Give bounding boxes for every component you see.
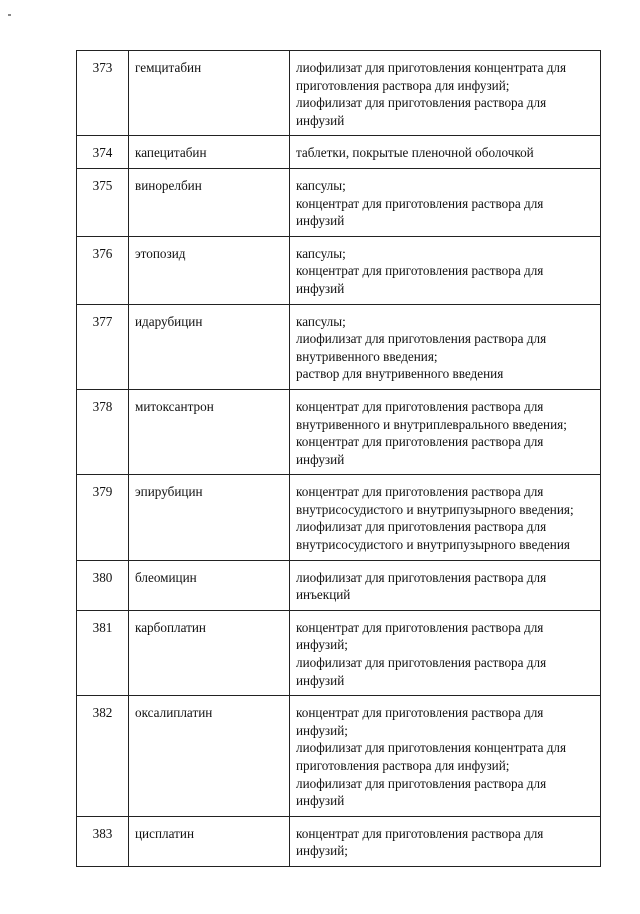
scan-artifact xyxy=(8,14,11,16)
dosage-form-line: лиофилизат для приготовления раствора для инфузий xyxy=(296,655,547,688)
dosage-form-line: лиофилизат для приготовления раствора для внутрисосудистого и внутрипузырного введения xyxy=(296,519,570,553)
dosage-forms xyxy=(290,696,601,817)
dosage-form-line: концентрат для приготовления раствора для внутривенного и внутриплеврального введения; xyxy=(296,398,567,432)
dosage-form-line: концентрат для приготовления раствора для инфузий; xyxy=(296,619,544,653)
dosage-forms xyxy=(290,136,601,169)
dosage-form-line: концентрат для приготовления раствора для инфузий xyxy=(296,263,544,296)
dosage-form-line: концентрат для приготовления раствора для инфузий xyxy=(296,434,544,467)
drug-name: капецитабин xyxy=(129,136,290,169)
drug-table-body xyxy=(77,51,601,867)
dosage-forms xyxy=(290,236,601,304)
drug-name: карбоплатин xyxy=(129,610,290,695)
row-number: 380 xyxy=(77,560,129,610)
row-number: 376 xyxy=(77,236,129,304)
table-row xyxy=(77,236,601,304)
dosage-form-line: раствор для внутривенного введения xyxy=(296,366,504,382)
drug-name: цисплатин xyxy=(129,816,290,866)
table-row xyxy=(77,475,601,560)
drug-table xyxy=(76,50,601,867)
table-row xyxy=(77,696,601,817)
row-number: 374 xyxy=(77,136,129,169)
row-number: 373 xyxy=(77,51,129,136)
dosage-form-line: капсулы; xyxy=(296,177,346,193)
row-number: 377 xyxy=(77,304,129,389)
dosage-form-line: лиофилизат для приготовления концентрата для приготовления раствора для инфузий; xyxy=(296,60,567,93)
dosage-forms xyxy=(290,304,601,389)
dosage-form-line: концентрат для приготовления раствора для инфузий; xyxy=(296,705,544,738)
row-number: 378 xyxy=(77,389,129,474)
dosage-form-line: таблетки, покрытые пленочной оболочкой xyxy=(296,145,534,161)
dosage-forms xyxy=(290,475,601,560)
dosage-form-line: концентрат для приготовления раствора для инфузий xyxy=(296,195,544,229)
row-number: 381 xyxy=(77,610,129,695)
drug-name: эпирубицин xyxy=(129,475,290,560)
drug-name: гемцитабин xyxy=(129,51,290,136)
dosage-forms xyxy=(290,816,601,866)
table-row xyxy=(77,560,601,610)
row-number: 379 xyxy=(77,475,129,560)
table-row xyxy=(77,610,601,695)
drug-name: оксалиплатин xyxy=(129,696,290,817)
dosage-form-line: концентрат для приготовления раствора для инфузий; xyxy=(296,825,544,859)
row-number: 383 xyxy=(77,816,129,866)
drug-name: митоксантрон xyxy=(129,389,290,474)
dosage-form-line: капсулы; xyxy=(296,245,346,261)
row-number: 382 xyxy=(77,696,129,817)
dosage-form-line: лиофилизат для приготовления концентрата для приготовления раствора для инфузий; xyxy=(296,740,567,773)
dosage-forms xyxy=(290,51,601,136)
row-number: 375 xyxy=(77,168,129,236)
table-row xyxy=(77,389,601,474)
table-row xyxy=(77,304,601,389)
dosage-forms xyxy=(290,560,601,610)
dosage-forms xyxy=(290,389,601,474)
drug-name: идарубицин xyxy=(129,304,290,389)
page-bottom-edge xyxy=(76,874,602,914)
drug-name: блеомицин xyxy=(129,560,290,610)
drug-name: винорелбин xyxy=(129,168,290,236)
dosage-form-line: лиофилизат для приготовления раствора для инфузий xyxy=(296,95,547,128)
dosage-form-line: лиофилизат для приготовления раствора для внутривенного введения; xyxy=(296,331,547,364)
dosage-form-line: концентрат для приготовления раствора для внутрисосудистого и внутрипузырного введения; xyxy=(296,484,574,517)
table-row xyxy=(77,51,601,136)
dosage-form-line: лиофилизат для приготовления раствора для инъекций xyxy=(296,569,547,603)
table-row xyxy=(77,816,601,866)
table-row xyxy=(77,136,601,169)
dosage-form-line: капсулы; xyxy=(296,313,346,329)
dosage-forms xyxy=(290,168,601,236)
dosage-forms xyxy=(290,610,601,695)
dosage-form-line: лиофилизат для приготовления раствора для инфузий xyxy=(296,775,547,809)
table-row xyxy=(77,168,601,236)
drug-name: этопозид xyxy=(129,236,290,304)
